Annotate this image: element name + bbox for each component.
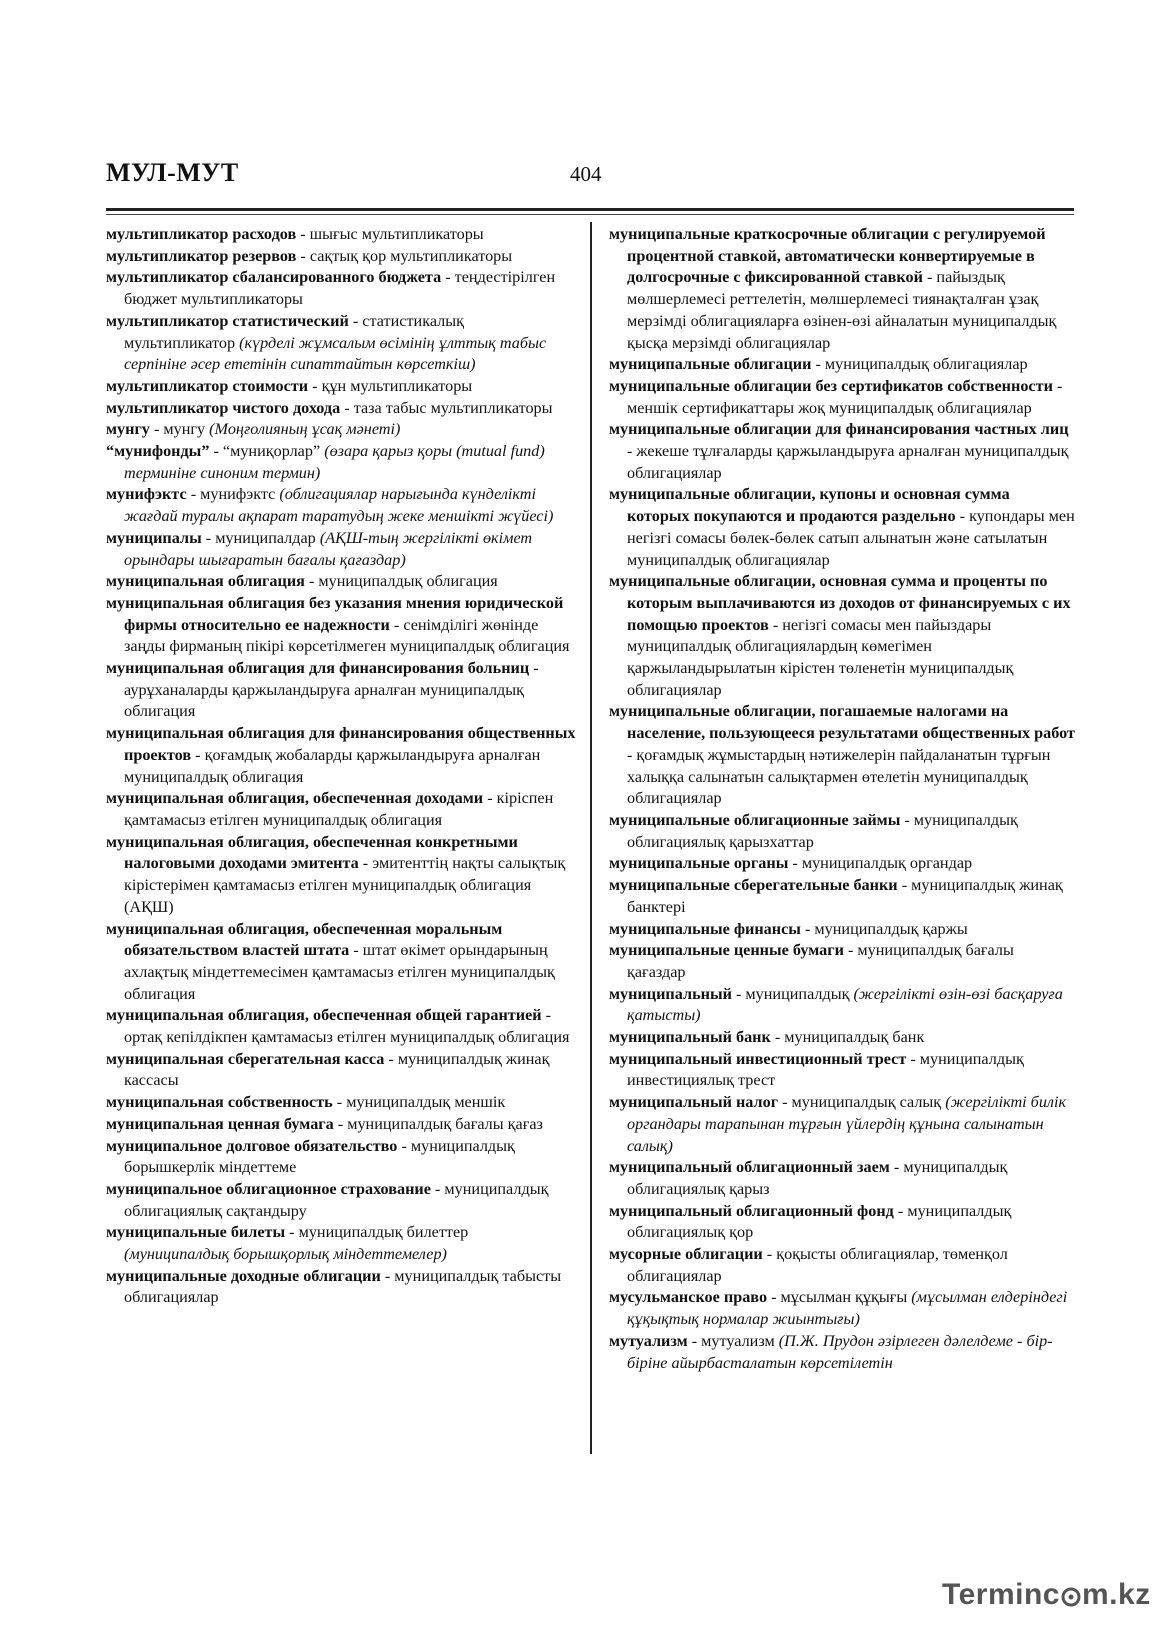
entry-note: (жергілікті билік органдары тарапынан тұрғын үйлердің құнына салынатын салық) xyxy=(627,1093,1067,1155)
dictionary-entry xyxy=(609,376,1075,419)
column-divider xyxy=(590,222,592,1454)
entry-translation: - муниципалдық жинақ банктері xyxy=(627,876,1063,916)
entry-translation: - статистикалық мультипликатор xyxy=(124,311,464,352)
entry-translation: - теңдестірілген бюджет мультипликаторы xyxy=(124,268,556,309)
entry-translation: - муниципалдық жинақ кассасы xyxy=(124,1049,550,1090)
dictionary-entry xyxy=(106,267,576,310)
entry-term: муниципальная ценная бумага xyxy=(106,1114,334,1133)
entry-translation: - сенімділігі жөнінде заңды фирманың пікірі көрсетілмеген муниципалдық облигация xyxy=(124,615,570,656)
dictionary-entry xyxy=(609,1049,1075,1092)
entry-translation: - муниципалдық банк xyxy=(770,1028,925,1047)
entry-term: муниципальный инвестиционный трест xyxy=(609,1049,907,1068)
entry-translation: - сақтық қор мультипликаторы xyxy=(296,246,513,265)
dictionary-entry xyxy=(609,1201,1075,1244)
entry-translation: - муниципалдық облигация xyxy=(304,572,498,591)
entry-translation: - муниципалдық инвестициялық трест xyxy=(627,1049,1024,1090)
entry-term: муниципальное облигационное страхование xyxy=(106,1179,431,1198)
dictionary-entry xyxy=(106,1005,576,1048)
entry-translation: - муниципалдық бағалы қағаздар xyxy=(627,941,1014,981)
dictionary-entry xyxy=(609,484,1075,571)
dictionary-entry xyxy=(106,1114,576,1136)
entry-term: мунгу xyxy=(106,420,150,439)
dictionary-entry xyxy=(609,919,1075,941)
entry-translation: - штат өкімет орындарының ахлақтық міндеттемесімен қамтамасыз етілген муниципалдық облигация xyxy=(124,941,555,1003)
dictionary-entry xyxy=(106,1179,576,1222)
dictionary-entry xyxy=(609,875,1075,918)
entry-term: муниципальные доходные облигации xyxy=(106,1266,381,1285)
entry-term: муниципальные ценные бумаги xyxy=(609,941,844,960)
entry-translation: - муниципалдар xyxy=(201,528,320,547)
entry-translation: - муниципалдық борышкерлік міндеттеме xyxy=(124,1136,515,1177)
entry-term: муниципальная облигация без указания мнения юридической фирмы относительно ее надежности xyxy=(106,593,564,634)
entry-translation: - муниципалдық облигациялық қарыз xyxy=(627,1158,1008,1198)
entry-term: муниципальные облигации, основная сумма и проценты по которым выплачиваются из доходов от финансируемых с их помощью проектов xyxy=(609,572,1071,634)
entry-translation: - шығыс мультипликаторы xyxy=(296,225,484,243)
dictionary-entry xyxy=(609,571,1075,701)
dictionary-entry xyxy=(106,593,576,658)
entry-term: муниципальная сберегательная касса xyxy=(106,1049,385,1068)
dictionary-entry xyxy=(106,441,576,484)
entry-term: муниципальные финансы xyxy=(609,919,801,938)
entry-translation: - қоғамдық жобаларды қаржыландыруға арналған муниципалдық облигация xyxy=(124,745,541,786)
entry-translation: - муниципалдық облигациялық сақтандыру xyxy=(124,1179,549,1220)
entry-translation: - муниципалдық облигациялық қарызхаттар xyxy=(627,810,1018,851)
entry-term: мультипликатор стоимости xyxy=(106,376,309,395)
right-column xyxy=(609,224,1075,1374)
entry-translation: - муниципалдық органдар xyxy=(788,854,973,873)
dictionary-entry xyxy=(609,224,1075,354)
entry-term: мунифэктс xyxy=(106,485,187,504)
entry-term: муниципальные облигации xyxy=(609,355,812,374)
header-rule-thick xyxy=(106,208,1074,211)
dictionary-entry xyxy=(106,376,576,398)
entry-term: мультипликатор статистический xyxy=(106,311,349,330)
entry-note: (күрделі жұмсалым өсімінің ұлттық табыс серпініне әсер ететінін сипаттайтын көрсеткіш) xyxy=(124,333,547,374)
entry-translation: - ортақ кепілдікпен қамтамасыз етілген муниципалдық облигация xyxy=(124,1006,570,1047)
entry-term: муниципальные облигационные займы xyxy=(609,810,901,829)
left-column xyxy=(106,224,576,1309)
header-rule-thin xyxy=(106,214,1074,215)
entry-term: муниципальная облигация, обеспеченная доходами xyxy=(106,789,484,808)
entry-translation: - муниципалдық табысты облигациялар xyxy=(124,1266,562,1307)
entry-term: муниципальный банк xyxy=(609,1028,771,1047)
dictionary-entry xyxy=(609,419,1075,484)
entry-note: (Моңғолияның ұсақ мәнеті) xyxy=(209,420,401,439)
dictionary-entry xyxy=(609,940,1075,983)
dictionary-entry xyxy=(609,1287,1075,1330)
entry-translation: - пайыздық мөлшерлемесі реттелетін, мөлшерлемесі тиянақталған ұзақ мерзімді облигацияларға өзінен-өзі айналатын муниципалдық қысқа мерзімді облигациялар xyxy=(627,268,1057,352)
entry-translation: - таза табыс мультипликаторы xyxy=(340,398,553,417)
entry-term: муниципальная собственность xyxy=(106,1093,333,1112)
entry-term: муниципальная облигация, обеспеченная конкретными налоговыми доходами эмитента xyxy=(106,832,518,873)
entry-term: муниципальные облигации для финансирования частных лиц xyxy=(609,420,1069,439)
entry-term: муниципальные облигации без сертификатов собственности xyxy=(609,376,1053,395)
dictionary-entry xyxy=(609,1331,1075,1374)
entry-term: муниципальные сберегательные банки xyxy=(609,876,898,895)
entry-term: муниципальный облигационный заем xyxy=(609,1158,890,1177)
dictionary-entry xyxy=(106,311,576,376)
entry-term: мусорные облигации xyxy=(609,1245,763,1264)
dictionary-entry xyxy=(106,658,576,723)
entry-translation: - негізгі сомасы мен пайыздары муниципалдық облигациялардың көмегімен қаржыландырылатын кірістен төленетін муниципалдық облигациялар xyxy=(627,615,1014,699)
dictionary-entry xyxy=(609,354,1075,376)
dictionary-entry xyxy=(106,528,576,571)
entry-term: мутуализм xyxy=(609,1331,688,1350)
watermark-letter-t: T xyxy=(942,1578,959,1611)
page-header-range: МУЛ-МУТ xyxy=(106,158,239,187)
watermark-text-erminc: erminc xyxy=(958,1578,1060,1611)
entry-translation: - қоғамдық жұмыстардың нәтижелерін пайдаланатын тұрғын халыққа салынатын салықтармен өтелетін муниципалдық облигациялар xyxy=(627,745,1051,808)
entry-note: (жергілікті өзін-өзі басқаруға қатысты) xyxy=(627,984,1063,1025)
dictionary-entry xyxy=(106,246,576,268)
entry-note: (өзара қарыз қоры (mutual fund) терминіне синоним термин) xyxy=(124,442,545,482)
dictionary-entry xyxy=(106,419,576,441)
watermark-o-icon xyxy=(1060,1578,1082,1611)
dictionary-entry xyxy=(106,1092,576,1114)
entry-term: муниципальные органы xyxy=(609,854,789,873)
entry-translation: - муниципалдық меншік xyxy=(332,1093,506,1112)
dictionary-entry xyxy=(106,571,576,593)
entry-term: мультипликатор чистого дохода xyxy=(106,398,341,417)
entry-translation: - мунгу xyxy=(149,420,210,439)
entry-note: (муниципалдық борышқорлық міндеттемелер) xyxy=(124,1245,447,1264)
entry-translation: - мунифэктс xyxy=(186,485,280,504)
entry-note: (облигациялар нарығында күнделікті жағдай туралы ақпарат таратудың жеке меншікті жүйесі) xyxy=(124,485,554,526)
dictionary-entry xyxy=(106,832,576,919)
entry-translation: - муниципалдық xyxy=(731,984,854,1003)
entry-term: мультипликатор резервов xyxy=(106,246,297,265)
entry-term: муниципальные билеты xyxy=(106,1223,286,1242)
entry-note: (мұсылман елдеріндегі құқықтық нормалар жиынтығы) xyxy=(627,1288,1068,1329)
dictionary-entry xyxy=(609,853,1075,875)
page-number: 404 xyxy=(570,162,602,186)
watermark-text-mkz: m.kz xyxy=(1082,1578,1151,1611)
dictionary-entry xyxy=(106,788,576,831)
dictionary-entry xyxy=(106,398,576,420)
entry-translation: - муниципалдық салық xyxy=(778,1093,946,1112)
entry-translation: - жекеше тұлғаларды қаржыландыруға арналған муниципалдық облигациялар xyxy=(627,442,1069,482)
entry-translation: - аурұханаларды қаржыландыруға арналған муниципалдық облигация xyxy=(124,659,539,721)
dictionary-entry xyxy=(609,810,1075,853)
entry-term: муниципальные краткосрочные облигации с регулируемой процентной ставкой, автоматически конвертируемые в долгосрочные с фиксированной ставкой xyxy=(609,225,1046,287)
dictionary-entry xyxy=(609,1027,1075,1049)
dictionary-entry xyxy=(106,484,576,527)
entry-term: муниципальный облигационный фонд xyxy=(609,1201,894,1220)
dictionary-entry xyxy=(106,723,576,788)
dictionary-entry xyxy=(106,1266,576,1309)
entry-translation: - мутуализм xyxy=(687,1331,779,1350)
entry-translation: - муниципалдық облигациялық қор xyxy=(627,1201,1012,1242)
entry-term: муниципальная облигация для финансирования общественных проектов xyxy=(106,724,576,764)
entry-note: (П.Ж. Прудон әзірлеген дәлелдеме - бір-біріне айырбасталатын көрсетілетін xyxy=(627,1331,1053,1372)
entry-translation: - “муниқорлар” xyxy=(209,442,325,461)
entry-term: муниципальная облигация xyxy=(106,572,305,591)
dictionary-entry xyxy=(609,1244,1075,1287)
entry-term: муниципальный xyxy=(609,984,732,1003)
entry-term: мультипликатор сбалансированного бюджета xyxy=(106,268,442,287)
entry-translation: - меншік сертификаттары жоқ муниципалдық облигациялар xyxy=(627,376,1063,417)
entry-term: муниципалы xyxy=(106,528,202,547)
entry-note: (АҚШ-тың жергілікті өкімет орындары шығаратын бағалы қағаздар) xyxy=(124,528,533,569)
dictionary-entry xyxy=(609,701,1075,810)
entry-term: муниципальные облигации, купоны и основная сумма которых покупаются и продаются раздельно xyxy=(609,485,1010,526)
entry-translation: - эмитенттің нақты салықтық кірістерімен қамтамасыз етілген муниципалдық облигация (АҚШ) xyxy=(124,854,566,916)
entry-translation: - муниципалдық билеттер xyxy=(285,1223,469,1242)
dictionary-entry xyxy=(106,1222,576,1265)
entry-term: муниципальный налог xyxy=(609,1093,779,1112)
entry-translation: - мұсылман құқығы xyxy=(767,1288,912,1307)
entry-term: муниципальное долговое обязательство xyxy=(106,1136,398,1155)
dictionary-entry xyxy=(609,1157,1075,1200)
entry-translation: - муниципалдық бағалы қағаз xyxy=(333,1114,543,1133)
entry-translation: - муниципалдық қаржы xyxy=(800,919,968,938)
entry-term: муниципальная облигация для финансирования больниц xyxy=(106,659,530,678)
entry-translation: - кіріспен қамтамасыз етілген муниципалдық облигация xyxy=(124,789,554,829)
dictionary-entry xyxy=(609,1092,1075,1157)
entry-translation: - құн мультипликаторы xyxy=(308,376,473,395)
dictionary-entry xyxy=(106,919,576,1006)
termincom-watermark xyxy=(942,1578,1151,1612)
dictionary-entry xyxy=(106,224,576,246)
entry-term: мусульманское право xyxy=(609,1288,768,1307)
dictionary-entry xyxy=(106,1049,576,1092)
entry-translation: - муниципалдық облигациялар xyxy=(811,355,1028,374)
dictionary-entry xyxy=(609,984,1075,1027)
entry-term: мультипликатор расходов xyxy=(106,225,297,243)
dictionary-entry xyxy=(106,1136,576,1179)
entry-translation: - қоқысты облигациялар, төменқол облигациялар xyxy=(627,1245,1008,1285)
entry-translation: - купондары мен негізгі сомасы бөлек-бөлек сатып алынатын және сатылатын муниципалдық облигациялар xyxy=(627,507,1075,569)
entry-term: муниципальные облигации, погашаемые налогами на население, пользующееся результатами общественных работ xyxy=(609,702,1075,743)
entry-term: муниципальная облигация, обеспеченная общей гарантией xyxy=(106,1006,542,1025)
entry-term: муниципальная облигация, обеспеченная моральным обязательством властей штата xyxy=(106,919,503,960)
entry-term: “мунифонды” xyxy=(106,442,210,461)
